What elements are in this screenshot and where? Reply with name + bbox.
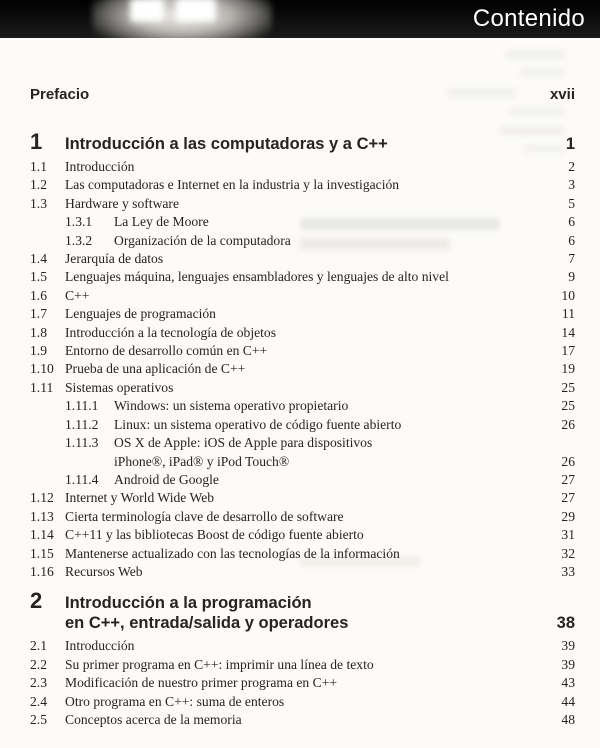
entry-title [114,232,575,250]
chapter-number: 2 [30,588,43,614]
entry-page: 7 [568,251,575,267]
toc-entry [30,305,575,323]
entry-number: 1.6 [30,287,47,303]
entry-title-line: Lenguajes de programación [65,306,216,322]
entry-number: 2.5 [30,711,47,727]
chapter-entries [30,637,575,729]
entry-page: 39 [561,656,575,672]
entry-number: 1.2 [30,177,47,193]
entry-number: 1.15 [30,545,54,561]
entry-page: 11 [561,306,575,322]
entry-title-line: Conceptos acerca de la memoria [65,711,242,727]
showthrough-mark [520,68,565,77]
entry-title-line: Linux: un sistema operativo de código fuente abierto [114,416,402,432]
entry-page: 14 [561,324,575,340]
entry-title [65,693,575,711]
entry-title-line: Su primer programa en C++: imprimir una línea de texto [65,656,374,672]
entry-page: 29 [561,508,575,524]
entry-title [65,526,575,544]
entry-number: 1.11.2 [65,416,99,432]
chapter-page: 1 [565,135,575,153]
entry-title-line: Otro programa en C++: suma de enteros [65,693,285,709]
entry-page: 39 [561,638,575,654]
entry-number: 2.2 [30,656,47,672]
entry-number: 1.11.1 [65,398,99,414]
header-art-decoration [92,0,272,38]
entry-title-line: Introducción a la tecnología de objetos [65,324,277,340]
entry-title-line: C++ [65,287,90,303]
entry-page: 32 [561,545,575,561]
chapter-list [30,129,575,729]
entry-page: 2 [568,159,575,174]
toc-entry [30,342,575,360]
entry-number: 1.11 [30,379,54,395]
entry-title-line: Organización de la computadora [114,232,291,248]
toc-entry [30,471,575,489]
entry-title [65,637,575,655]
preface-label: Prefacio [30,86,90,103]
toc-entry [30,379,575,397]
entry-title [65,342,575,360]
toc-entry [30,637,575,655]
entry-title-line: Hardware y software [65,195,179,211]
entry-title [65,250,575,268]
entry-number: 1.3 [30,195,47,211]
entry-title-line: Jerarquía de datos [65,251,164,267]
chapter-title [65,593,348,633]
chapter-title-line: Introducción a las computadoras y a C++ [65,135,388,153]
entry-number: 1.3.1 [65,214,93,230]
entry-title-line: Prueba de una aplicación de C++ [65,361,246,377]
toc-entry [30,563,575,581]
entry-number: 1.5 [30,269,47,285]
toc-entry [30,674,575,692]
toc-entry [30,434,575,471]
entry-title [65,158,575,176]
chapter-heading [30,129,575,154]
entry-title [114,434,575,471]
entry-title-line: iPhone®, iPad® y iPod Touch® [114,453,290,469]
entry-title-line: Sistemas operativos [65,379,174,395]
showthrough-mark [505,50,565,59]
entry-page: 27 [561,490,575,506]
entry-number: 1.16 [30,563,54,579]
chapter-entries [30,158,575,581]
toc-entry [30,656,575,674]
toc-entry [30,213,575,231]
toc-entry [30,711,575,729]
entry-title-line: La Ley de Moore [114,214,209,230]
entry-title [65,563,575,581]
entry-number: 1.3.2 [65,232,93,248]
entry-page: 26 [561,453,575,469]
entry-title [65,287,575,305]
entry-title-line: Las computadoras e Internet en la industria y la investigación [65,177,400,193]
toc-entry [30,489,575,507]
entry-title [65,195,575,213]
entry-title-line: Introducción [65,159,135,174]
toc-entry [30,397,575,415]
entry-title-line: C++11 y las bibliotecas Boost de código fuente abierto [65,527,364,543]
toc-entry [30,360,575,378]
preface-row [30,86,575,104]
chapter-section [30,588,575,729]
entry-title [65,324,575,342]
entry-number: 1.12 [30,490,54,506]
header-bar [0,0,600,38]
entry-title [65,711,575,729]
toc-entry [30,545,575,563]
entry-number: 2.4 [30,693,47,709]
entry-title-line: Modificación de nuestro primer programa en C++ [65,675,338,691]
entry-title [65,545,575,563]
entry-number: 1.7 [30,306,47,322]
header-art-square [176,0,216,22]
entry-title [114,213,575,231]
entry-title-line: Windows: un sistema operativo propietario [114,398,349,414]
entry-title [65,360,575,378]
entry-title [65,379,575,397]
entry-page: 44 [561,693,575,709]
entry-title [114,471,575,489]
entry-page: 31 [561,527,575,543]
chapter-section [30,129,575,581]
entry-title [65,656,575,674]
entry-title-line: Cierta terminología clave de desarrollo de software [65,508,344,524]
chapter-page: 38 [556,614,575,633]
entry-page: 10 [561,287,575,303]
entry-title [65,489,575,507]
entry-number: 1.10 [30,361,54,377]
page-title: Contenido [472,5,585,32]
entry-title [65,305,575,323]
entry-title-line: OS X de Apple: iOS de Apple para dispositivos [114,435,373,451]
chapter-title [65,134,388,154]
entry-title-line: Recursos Web [65,563,143,579]
entry-page: 33 [561,563,575,579]
entry-page: 9 [568,269,575,285]
entry-title-line: Mantenerse actualizado con las tecnologías de la información [65,545,400,561]
toc-entry [30,232,575,250]
entry-number: 1.14 [30,527,54,543]
entry-page: 26 [561,416,575,432]
chapter-title-line: en C++, entrada/salida y operadores [65,614,349,633]
entry-title [65,268,575,286]
chapter-number: 1 [30,129,43,154]
entry-number: 1.11.4 [65,471,99,487]
entry-page: 25 [561,379,575,395]
entry-number: 1.4 [30,251,47,267]
preface-page: xvii [549,86,575,103]
entry-number: 1.8 [30,324,47,340]
entry-page: 5 [568,195,575,211]
chapter-heading [30,588,575,633]
toc-entry [30,287,575,305]
entry-number: 2.1 [30,638,47,654]
entry-title [65,508,575,526]
entry-page: 19 [561,361,575,377]
entry-title [114,397,575,415]
entry-page: 3 [568,177,575,193]
entry-number: 2.3 [30,675,47,691]
toc-entry [30,526,575,544]
entry-title-line: Entorno de desarrollo común en C++ [65,343,268,359]
toc-entry [30,693,575,711]
entry-title-line: Lenguajes máquina, lenguajes ensambladores y lenguajes de alto nivel [65,269,449,285]
entry-page: 43 [561,675,575,691]
chapter-title-line: Introducción a la programación [65,594,312,613]
entry-title [114,416,575,434]
toc-entry [30,195,575,213]
entry-title-line: Android de Google [114,471,219,487]
toc-entry [30,158,575,176]
toc-entry [30,268,575,286]
entry-number: 1.9 [30,343,47,359]
entry-number: 1.11.3 [65,435,99,451]
toc-entry [30,324,575,342]
entry-title [65,674,575,692]
toc-entry [30,250,575,268]
entry-number: 1.1 [30,159,47,174]
entry-title [65,176,575,194]
entry-page: 48 [561,711,575,727]
toc-entry [30,508,575,526]
entry-page: 6 [568,232,575,248]
entry-title-line: Introducción [65,638,135,654]
toc-entry [30,416,575,434]
entry-title-line: Internet y World Wide Web [65,490,215,506]
entry-number: 1.13 [30,508,54,524]
entry-page: 17 [561,343,575,359]
header-art-square [130,0,164,22]
toc-content [30,86,575,729]
toc-entry [30,176,575,194]
entry-page: 6 [568,214,575,230]
entry-page: 25 [561,398,575,414]
entry-page: 27 [561,471,575,487]
